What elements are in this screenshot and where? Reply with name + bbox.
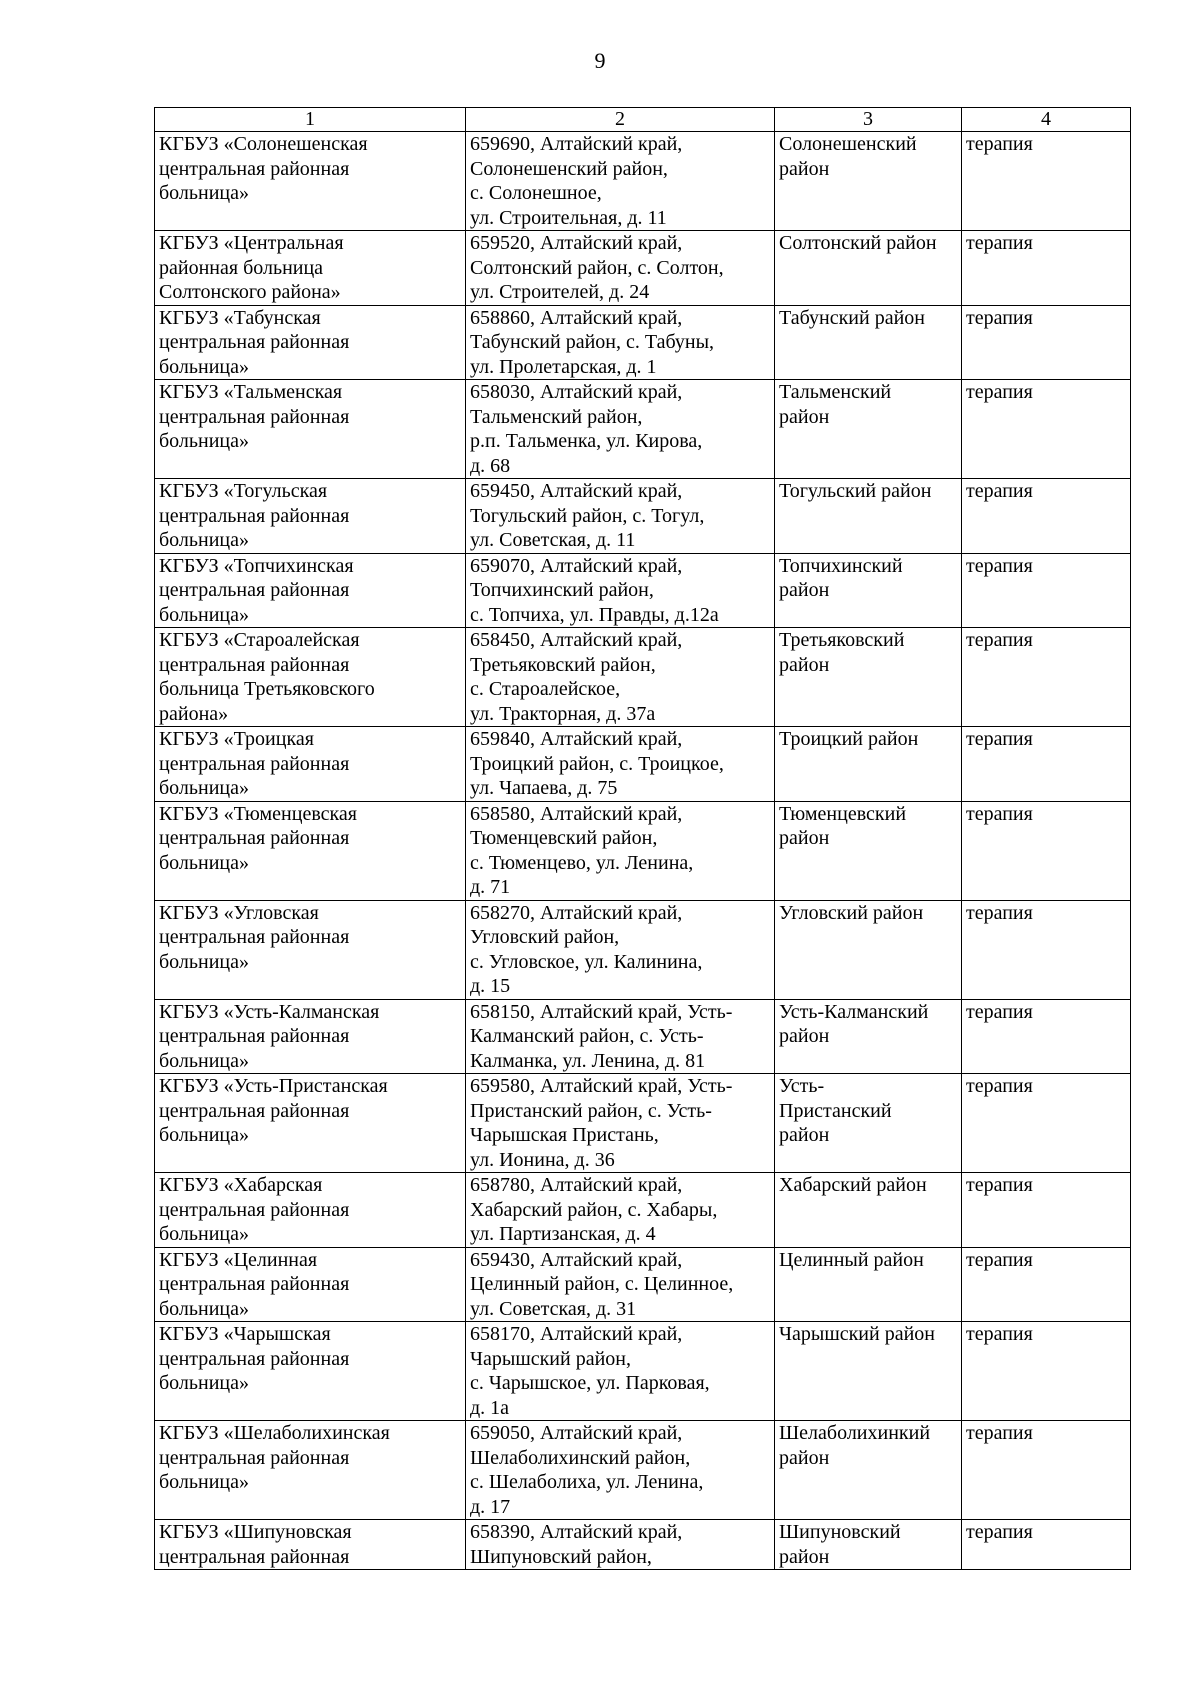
district-cell: Целинный район (775, 1247, 962, 1322)
profile-cell: терапия (962, 1173, 1131, 1248)
district-cell: Усть- Пристанский район (775, 1074, 962, 1173)
address-cell: 658390, Алтайский край, Шипуновский район, (466, 1520, 775, 1570)
organization-cell: КГБУЗ «Табунская центральная районная больница» (155, 305, 466, 380)
organization-cell: КГБУЗ «Топчихинская центральная районная больница» (155, 553, 466, 628)
address-cell: 658450, Алтайский край, Третьяковский район, с. Староалейское, ул. Тракторная, д. 37а (466, 628, 775, 727)
table-row (155, 380, 1131, 479)
organization-cell: КГБУЗ «Тальменская центральная районная больница» (155, 380, 466, 479)
table-row (155, 1074, 1131, 1173)
table-row (155, 1173, 1131, 1248)
organization-cell: КГБУЗ «Шелаболихинская центральная районная больница» (155, 1421, 466, 1520)
address-cell: 658860, Алтайский край, Табунский район, с. Табуны, ул. Пролетарская, д. 1 (466, 305, 775, 380)
table-header-row (155, 108, 1131, 132)
address-cell: 658030, Алтайский край, Тальменский район, р.п. Тальменка, ул. Кирова, д. 68 (466, 380, 775, 479)
column-header: 2 (466, 108, 775, 132)
profile-cell: терапия (962, 999, 1131, 1074)
table-row (155, 727, 1131, 802)
table-row (155, 132, 1131, 231)
address-cell: 659520, Алтайский край, Солтонский район, с. Солтон, ул. Строителей, д. 24 (466, 231, 775, 306)
address-cell: 658150, Алтайский край, Усть- Калманский район, с. Усть- Калманка, ул. Ленина, д. 81 (466, 999, 775, 1074)
profile-cell: терапия (962, 1247, 1131, 1322)
district-cell: Тюменцевский район (775, 801, 962, 900)
table-row (155, 479, 1131, 554)
district-cell: Солтонский район (775, 231, 962, 306)
district-cell: Усть-Калманский район (775, 999, 962, 1074)
profile-cell: терапия (962, 305, 1131, 380)
table-row (155, 1322, 1131, 1421)
address-cell: 659450, Алтайский край, Тогульский район, с. Тогул, ул. Советская, д. 11 (466, 479, 775, 554)
district-cell: Топчихинский район (775, 553, 962, 628)
column-header: 3 (775, 108, 962, 132)
profile-cell: терапия (962, 801, 1131, 900)
organization-cell: КГБУЗ «Хабарская центральная районная больница» (155, 1173, 466, 1248)
district-cell: Тогульский район (775, 479, 962, 554)
district-cell: Угловский район (775, 900, 962, 999)
address-cell: 659840, Алтайский край, Троицкий район, с. Троицкое, ул. Чапаева, д. 75 (466, 727, 775, 802)
table-row (155, 628, 1131, 727)
table-row (155, 1247, 1131, 1322)
district-cell: Солонешенский район (775, 132, 962, 231)
profile-cell: терапия (962, 900, 1131, 999)
profile-cell: терапия (962, 727, 1131, 802)
profile-cell: терапия (962, 380, 1131, 479)
organization-cell: КГБУЗ «Тюменцевская центральная районная больница» (155, 801, 466, 900)
column-header: 1 (155, 108, 466, 132)
table-row (155, 1520, 1131, 1570)
address-cell: 659430, Алтайский край, Целинный район, с. Целинное, ул. Советская, д. 31 (466, 1247, 775, 1322)
table-row (155, 801, 1131, 900)
organization-cell: КГБУЗ «Староалейская центральная районная больница Третьяковского района» (155, 628, 466, 727)
profile-cell: терапия (962, 628, 1131, 727)
district-cell: Третьяковский район (775, 628, 962, 727)
address-cell: 658270, Алтайский край, Угловский район, с. Угловское, ул. Калинина, д. 15 (466, 900, 775, 999)
profile-cell: терапия (962, 231, 1131, 306)
table-row (155, 553, 1131, 628)
address-cell: 659580, Алтайский край, Усть- Пристанский район, с. Усть- Чарышская Пристань, ул. Ионина, д. 36 (466, 1074, 775, 1173)
organization-cell: КГБУЗ «Троицкая центральная районная больница» (155, 727, 466, 802)
profile-cell: терапия (962, 1520, 1131, 1570)
profile-cell: терапия (962, 1322, 1131, 1421)
profile-cell: терапия (962, 132, 1131, 231)
organization-cell: КГБУЗ «Шипуновская центральная районная (155, 1520, 466, 1570)
district-cell: Хабарский район (775, 1173, 962, 1248)
profile-cell: терапия (962, 1074, 1131, 1173)
organization-cell: КГБУЗ «Целинная центральная районная больница» (155, 1247, 466, 1322)
organization-cell: КГБУЗ «Усть-Калманская центральная районная больница» (155, 999, 466, 1074)
address-cell: 658580, Алтайский край, Тюменцевский район, с. Тюменцево, ул. Ленина, д. 71 (466, 801, 775, 900)
organization-cell: КГБУЗ «Усть-Пристанская центральная районная больница» (155, 1074, 466, 1173)
page-number: 9 (594, 48, 606, 73)
district-cell: Шелаболихинкий район (775, 1421, 962, 1520)
hospitals-table (154, 107, 1131, 1570)
table-row (155, 305, 1131, 380)
table-row (155, 231, 1131, 306)
district-cell: Чарышский район (775, 1322, 962, 1421)
organization-cell: КГБУЗ «Солонешенская центральная районная больница» (155, 132, 466, 231)
profile-cell: терапия (962, 553, 1131, 628)
organization-cell: КГБУЗ «Чарышская центральная районная больница» (155, 1322, 466, 1421)
organization-cell: КГБУЗ «Центральная районная больница Солтонского района» (155, 231, 466, 306)
district-cell: Шипуновский район (775, 1520, 962, 1570)
address-cell: 659070, Алтайский край, Топчихинский район, с. Топчиха, ул. Правды, д.12а (466, 553, 775, 628)
table-row (155, 1421, 1131, 1520)
district-cell: Табунский район (775, 305, 962, 380)
address-cell: 658170, Алтайский край, Чарышский район, с. Чарышское, ул. Парковая, д. 1а (466, 1322, 775, 1421)
address-cell: 658780, Алтайский край, Хабарский район, с. Хабары, ул. Партизанская, д. 4 (466, 1173, 775, 1248)
column-header: 4 (962, 108, 1131, 132)
address-cell: 659050, Алтайский край, Шелаболихинский район, с. Шелаболиха, ул. Ленина, д. 17 (466, 1421, 775, 1520)
organization-cell: КГБУЗ «Угловская центральная районная больница» (155, 900, 466, 999)
district-cell: Троицкий район (775, 727, 962, 802)
district-cell: Тальменский район (775, 380, 962, 479)
table-row (155, 900, 1131, 999)
address-cell: 659690, Алтайский край, Солонешенский район, с. Солонешное, ул. Строительная, д. 11 (466, 132, 775, 231)
profile-cell: терапия (962, 479, 1131, 554)
organization-cell: КГБУЗ «Тогульская центральная районная больница» (155, 479, 466, 554)
table-row (155, 999, 1131, 1074)
profile-cell: терапия (962, 1421, 1131, 1520)
